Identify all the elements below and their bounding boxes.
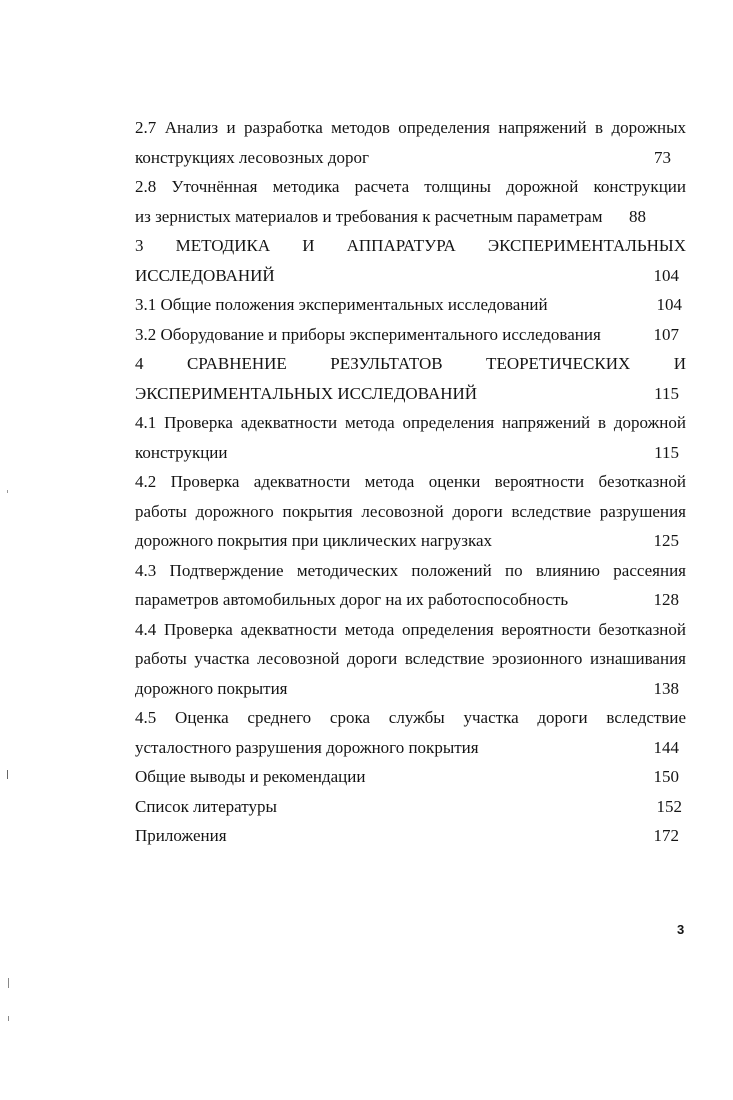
toc-line-text: параметров автомобильных дорог на их работоспособность: [135, 590, 569, 609]
toc-line-text: из зернистых материалов и требования к расчетным параметрам: [135, 206, 603, 226]
toc-line-text: 2.8 Уточнённая методика расчета толщины дорожной конструкции: [135, 177, 686, 196]
toc-line-text: 4.3 Подтверждение методических положений по влиянию рассеяния: [135, 560, 686, 580]
toc-line: [135, 261, 686, 291]
toc-page-number: 104: [653, 265, 679, 285]
toc-line-text: Общие выводы и рекомендации: [135, 767, 366, 786]
toc-line: [135, 526, 686, 556]
toc-line: [135, 762, 686, 792]
scan-mark: [8, 1016, 9, 1021]
toc-line-text: 4.5 Оценка среднего срока службы участка дороги вследствие: [135, 708, 686, 727]
scan-mark: [8, 978, 9, 988]
toc-page-number: 73: [654, 147, 671, 167]
toc-line-text: Приложения: [135, 826, 227, 845]
toc-line: [135, 349, 686, 379]
toc-line-text: 4.2 Проверка адекватности метода оценки вероятности безотказной: [135, 472, 686, 491]
toc-line: [135, 290, 686, 320]
toc-page-number: 88: [629, 206, 646, 226]
toc-page-number: 150: [653, 767, 679, 786]
toc-page-number: 115: [654, 383, 679, 403]
toc-line: [135, 674, 686, 704]
toc-page-number: 144: [653, 737, 679, 757]
toc-line-text: 4.4 Проверка адекватности метода определения вероятности безотказной: [135, 619, 686, 639]
toc-line: [135, 172, 686, 202]
toc-page-number: 138: [653, 678, 679, 698]
toc-line-text: Список литературы: [135, 796, 277, 816]
toc-line-text: 2.7 Анализ и разработка методов определения напряжений в дорожных: [135, 118, 686, 137]
toc-page-number: 104: [656, 295, 682, 314]
scan-mark: [7, 490, 8, 493]
toc-line-text: дорожного покрытия при циклических нагрузках: [135, 531, 493, 550]
toc-line: [135, 556, 686, 586]
toc-line-text: усталостного разрушения дорожного покрытия: [135, 737, 479, 757]
toc-line-text: 3 МЕТОДИКА И АППАРАТУРА ЭКСПЕРИМЕНТАЛЬНЫХ: [135, 236, 686, 255]
toc-line: [135, 615, 686, 645]
toc-line: [135, 113, 686, 143]
toc-page-number: 115: [654, 442, 679, 462]
toc-line-text: 3.1 Общие положения экспериментальных исследований: [135, 295, 548, 314]
toc-line-text: ЭКСПЕРИМЕНТАЛЬНЫХ ИССЛЕДОВАНИЙ: [135, 383, 478, 403]
page-number: 3: [677, 922, 685, 937]
toc-line: [135, 644, 686, 674]
toc-line: [135, 792, 686, 822]
toc-line: [135, 231, 686, 261]
toc-line-text: 4.1 Проверка адекватности метода определения напряжений в дорожной: [135, 413, 686, 432]
toc-line-text: дорожного покрытия: [135, 678, 288, 698]
toc-line: [135, 703, 686, 733]
toc-line-text: конструкциях лесовозных дорог: [135, 147, 369, 167]
toc-line: [135, 497, 686, 527]
toc-line: [135, 379, 686, 409]
toc-line: [135, 143, 686, 173]
toc-line: [135, 733, 686, 763]
toc-page-number: 128: [653, 590, 679, 609]
toc-line-text: конструкции: [135, 442, 228, 462]
toc-line-text: работы дорожного покрытия лесовозной дороги вследствие разрушения: [135, 501, 686, 521]
toc-line: [135, 408, 686, 438]
toc-line-text: работы участка лесовозной дороги вследствие эрозионного изнашивания: [135, 649, 686, 668]
scan-mark: [7, 770, 8, 779]
toc-line-text: 4 СРАВНЕНИЕ РЕЗУЛЬТАТОВ ТЕОРЕТИЧЕСКИХ И: [135, 354, 686, 373]
toc-page-number: 107: [653, 324, 679, 344]
toc-line: [135, 438, 686, 468]
toc-line-text: 3.2 Оборудование и приборы экспериментального исследования: [135, 324, 601, 344]
toc-line: [135, 320, 686, 350]
toc-page-number: 152: [656, 796, 682, 816]
toc-line: [135, 585, 686, 615]
toc-line: [135, 821, 686, 851]
toc-line: [135, 467, 686, 497]
toc-line: [135, 202, 686, 232]
toc-line-text: ИССЛЕДОВАНИЙ: [135, 265, 275, 285]
toc-page-number: 172: [653, 826, 679, 845]
toc-page-number: 125: [653, 531, 679, 550]
table-of-contents: [135, 113, 686, 851]
